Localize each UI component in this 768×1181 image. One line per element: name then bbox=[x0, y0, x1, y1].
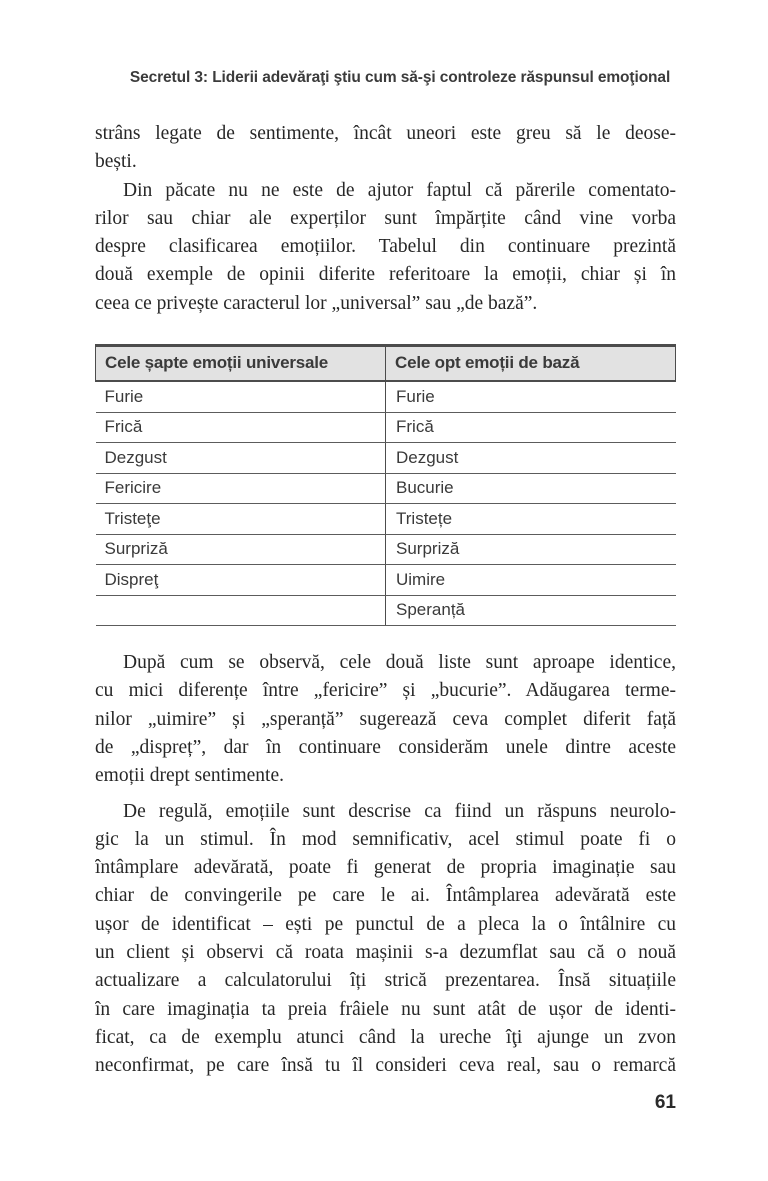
page-content bbox=[95, 120, 676, 1081]
paragraph-line: actualizare a calculatorului îți strică prezentarea. Însă situațiile bbox=[95, 970, 676, 992]
paragraph-line: ceea ce privește caracterul lor „universal” sau „de bază”. bbox=[95, 292, 538, 314]
paragraph bbox=[95, 120, 676, 177]
table-cell: Dispreţ bbox=[96, 565, 386, 596]
paragraph-line: despre clasificarea emoțiilor. Tabelul din continuare prezintă bbox=[95, 236, 676, 258]
page-number: 61 bbox=[654, 1092, 676, 1113]
table-cell: Tristețe bbox=[386, 504, 676, 535]
emotions-table bbox=[95, 344, 676, 626]
paragraph-line: nilor „uimire” și „speranță” sugerează ceva complet diferit față bbox=[95, 708, 676, 730]
running-head: Secretul 3: Liderii adevăraţi ştiu cum să-şi controleze răspunsul emoţional bbox=[129, 69, 671, 86]
paragraph-line: neconfirmat, pe care însă tu îl consideri ceva real, sau o remarcă bbox=[95, 1055, 676, 1077]
paragraph-line: După cum se observă, cele două liste sunt aproape identice, bbox=[123, 652, 676, 674]
table-cell: Frică bbox=[96, 412, 386, 443]
paragraphs-top bbox=[95, 120, 676, 318]
table-row bbox=[96, 412, 676, 443]
table-cell: Surpriză bbox=[386, 534, 676, 565]
paragraph-line: bești. bbox=[95, 151, 137, 173]
table-header-row bbox=[96, 346, 676, 382]
paragraph-line: emoții drept sentimente. bbox=[95, 765, 284, 787]
paragraph-line: Din păcate nu ne este de ajutor faptul că părerile comentato- bbox=[123, 179, 676, 201]
table-cell: Furie bbox=[386, 381, 676, 412]
paragraph-line: De regulă, emoțiile sunt descrise ca fiind un răspuns neurolo- bbox=[123, 800, 676, 822]
table-cell: Furie bbox=[96, 381, 386, 412]
paragraph-line: cu mici diferențe între „fericire” și „bucurie”. Adăugarea terme- bbox=[95, 680, 676, 702]
table-row bbox=[96, 473, 676, 504]
table-cell bbox=[96, 595, 386, 626]
paragraph-line: întâmplare adevărată, poate fi generat de propria imaginație sau bbox=[95, 857, 676, 879]
table-cell: Speranță bbox=[386, 595, 676, 626]
paragraph-line: rilor sau chiar ale experților sunt împărțite când vine vorba bbox=[95, 207, 676, 229]
table-row bbox=[96, 565, 676, 596]
paragraph-line: strâns legate de sentimente, încât uneori este greu să le deose- bbox=[95, 123, 676, 144]
table-cell: Surpriză bbox=[96, 534, 386, 565]
table-cell: Dezgust bbox=[386, 443, 676, 474]
paragraph-line: de „dispreț”, dar în continuare considerăm unele dintre aceste bbox=[95, 736, 676, 758]
table-row bbox=[96, 534, 676, 565]
table-header-cell: Cele șapte emoții universale bbox=[96, 346, 386, 382]
table-cell: Tristeţe bbox=[96, 504, 386, 535]
table-cell: Bucurie bbox=[386, 473, 676, 504]
paragraph-line: în care imaginația ta preia frâiele nu sunt atât de ușor de identi- bbox=[95, 998, 676, 1020]
table-row bbox=[96, 595, 676, 626]
paragraph bbox=[95, 649, 676, 790]
paragraph bbox=[95, 798, 676, 1081]
paragraph-line: ușor de identificat – ești pe punctul de a pleca la o întâlnire cu bbox=[95, 913, 676, 935]
table-cell: Fericire bbox=[96, 473, 386, 504]
paragraph-line: două exemple de opinii diferite referitoare la emoții, chiar și în bbox=[95, 264, 676, 286]
table-cell: Dezgust bbox=[96, 443, 386, 474]
table-cell: Frică bbox=[386, 412, 676, 443]
table-row bbox=[96, 443, 676, 474]
table-cell: Uimire bbox=[386, 565, 676, 596]
paragraph-line: ficat, ca de exemplu atunci când la ureche îţi ajunge un zvon bbox=[95, 1026, 676, 1048]
paragraphs-bottom bbox=[95, 649, 676, 1080]
table-header-cell: Cele opt emoții de bază bbox=[386, 346, 676, 382]
table-row bbox=[96, 381, 676, 412]
paragraph-line: chiar de convingerile pe care le ai. Întâmplarea adevărată este bbox=[95, 885, 676, 907]
paragraph-line: un client și observi că roata mașinii s-a dezumflat sau că o nouă bbox=[95, 942, 676, 964]
paragraph-line: gic la un stimul. În mod semnificativ, acel stimul poate fi o bbox=[95, 828, 676, 850]
paragraph bbox=[95, 177, 676, 318]
table-row bbox=[96, 504, 676, 535]
